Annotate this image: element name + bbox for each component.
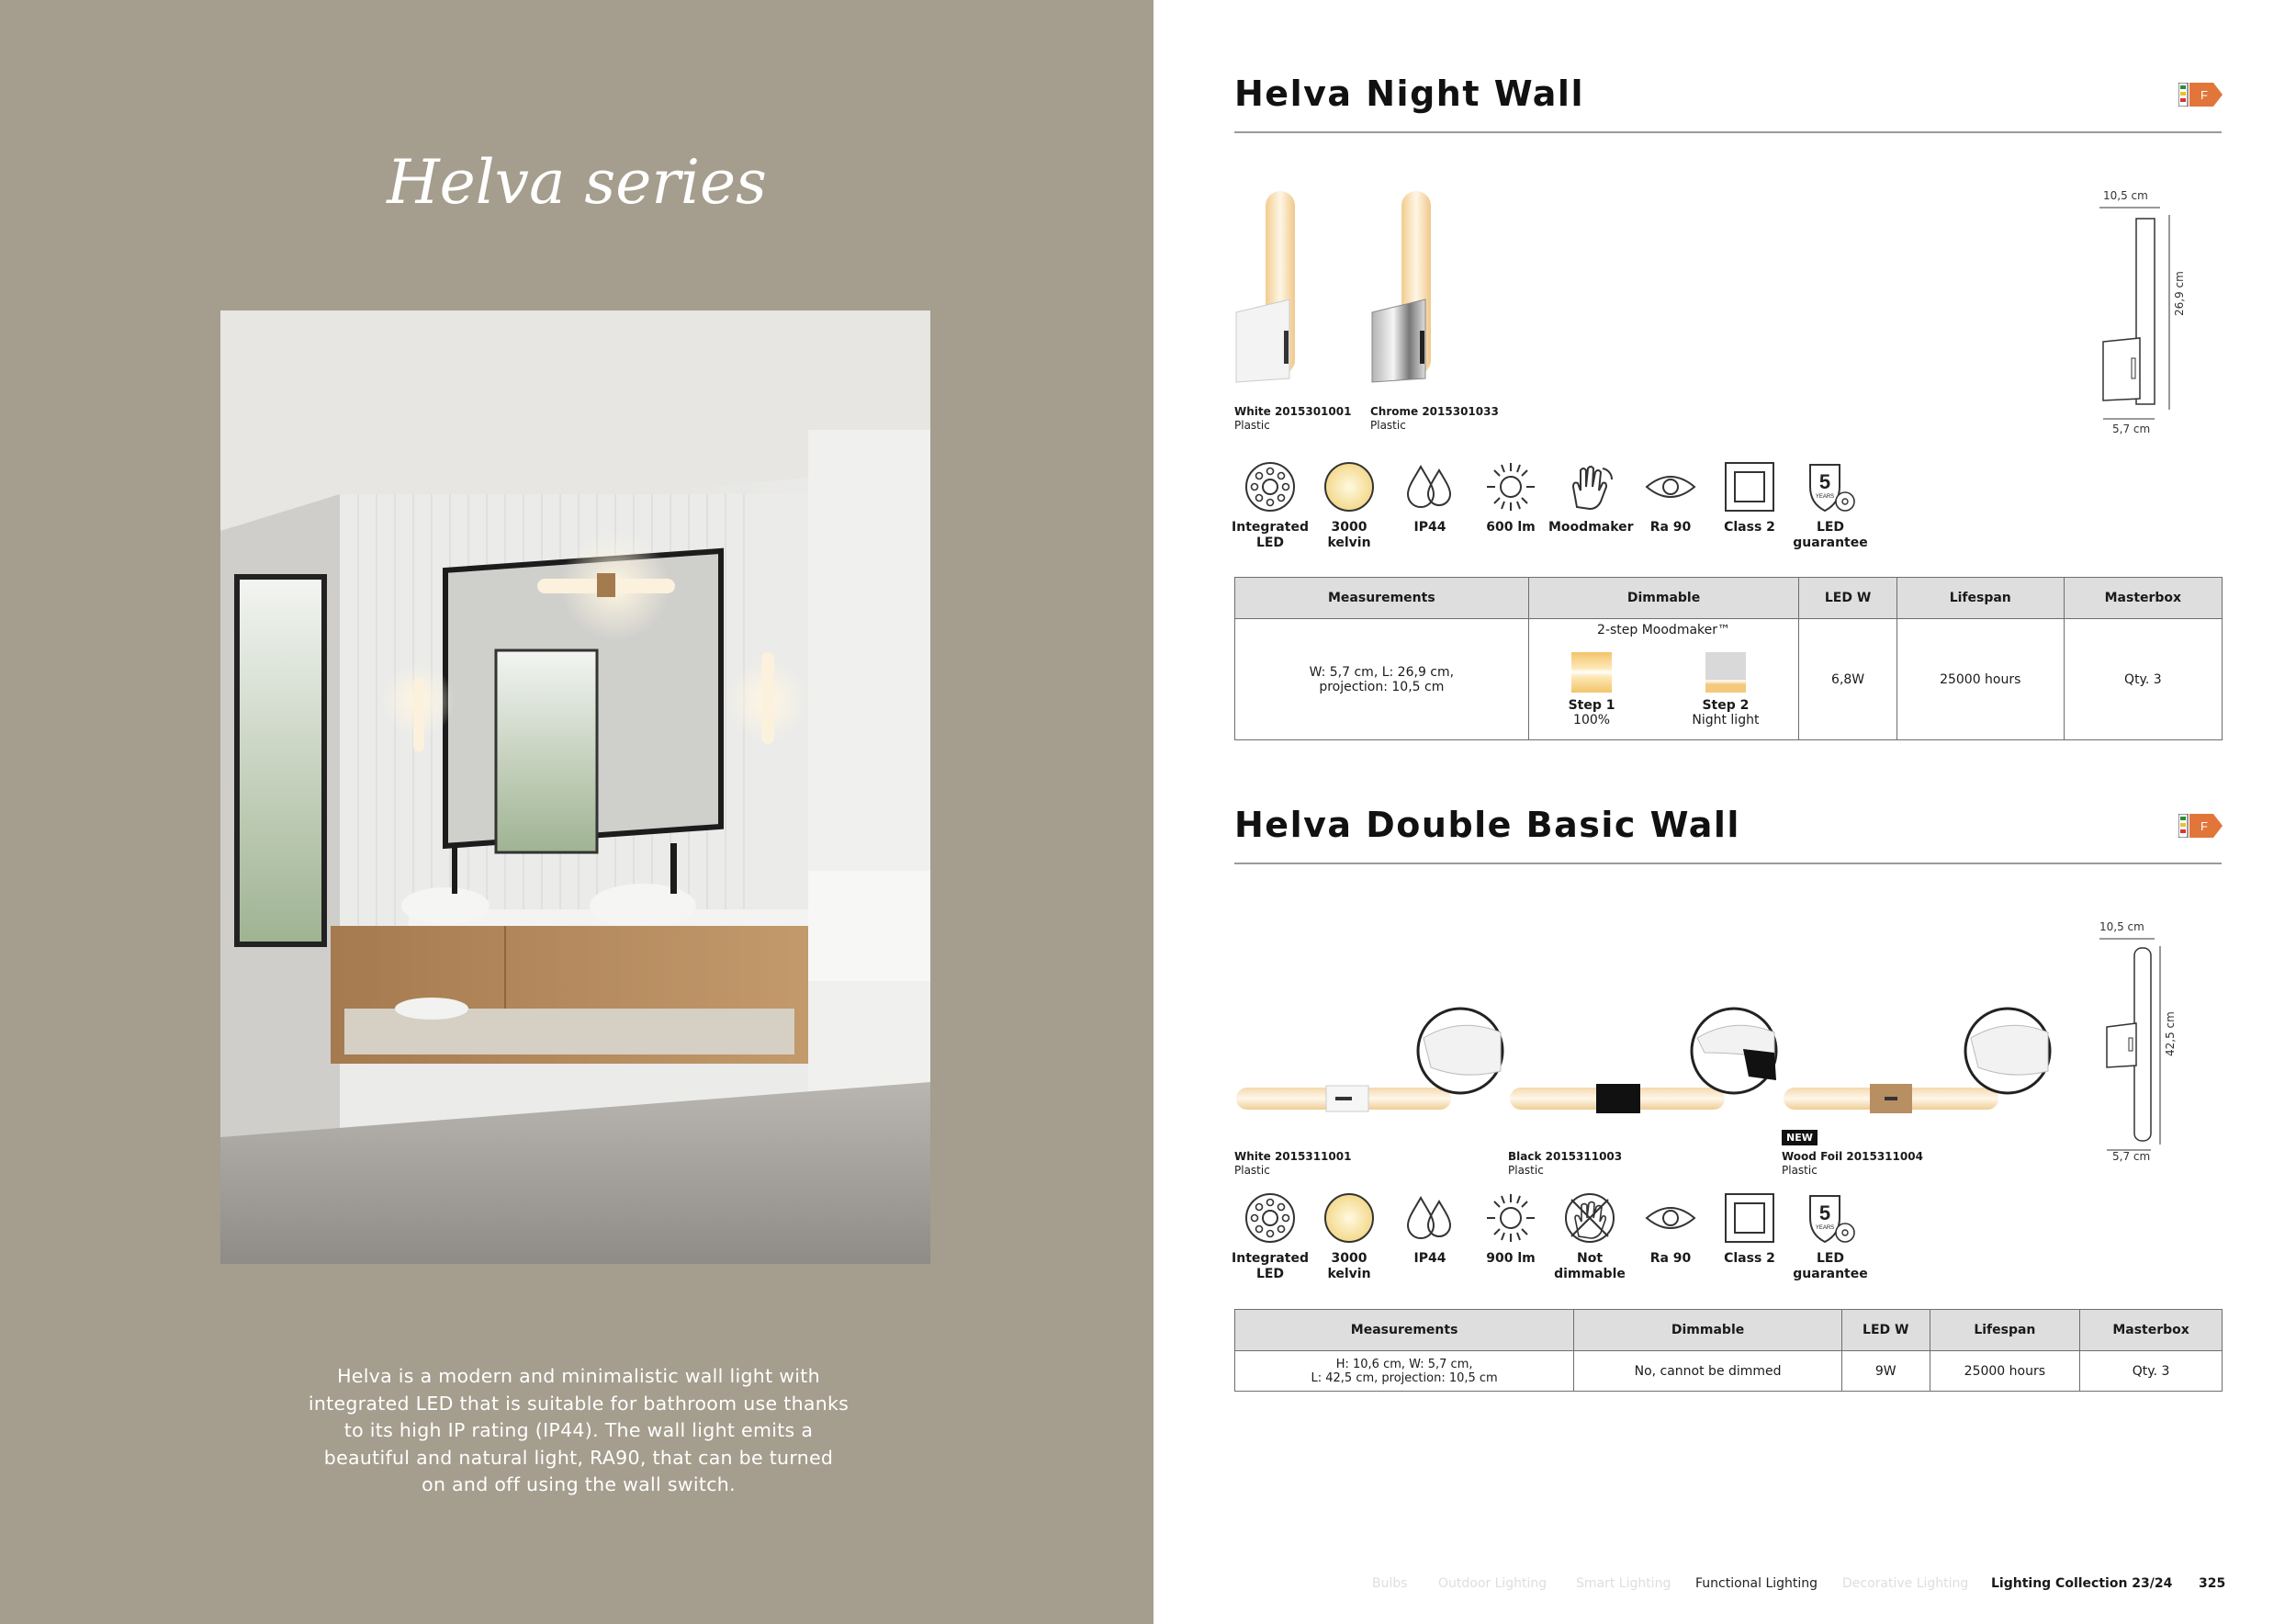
- variant-caption: [1508, 1150, 1622, 1178]
- intro-line: integrated LED that is suitable for bathroom use thanks: [308, 1392, 850, 1415]
- feature-class2-square: [1708, 459, 1791, 536]
- title-rule: [1234, 131, 2222, 133]
- product-title: Helva Night Wall: [1234, 73, 1584, 114]
- double-wall-wood-image: [1782, 1007, 2057, 1135]
- col-header: Masterbox: [2080, 1310, 2223, 1351]
- dim-width: 5,7 cm: [2112, 1150, 2151, 1163]
- col-header: LED W: [1799, 578, 1896, 619]
- feature-integrated-led: [1229, 1190, 1311, 1282]
- feature-label: Integrated: [1232, 1251, 1309, 1266]
- feature-lumen-sun: [1469, 459, 1552, 536]
- feature-moodmaker-hand: [1548, 459, 1634, 536]
- series-title: Helva series: [387, 147, 767, 218]
- step-label: Step 1: [1568, 698, 1615, 713]
- feature-label: 900 lm: [1486, 1251, 1536, 1266]
- lifespan-cell: 25000 hours: [1930, 1351, 2080, 1392]
- intro-line: Helva is a modern and minimalistic wall light with: [337, 1365, 820, 1387]
- five-year-shield-icon: [1803, 459, 1858, 514]
- step-sub: Night light: [1692, 713, 1760, 727]
- feature-label: Integrated: [1232, 520, 1309, 535]
- feature-label-2: LED: [1255, 1267, 1285, 1281]
- col-header: Lifespan: [1896, 578, 2064, 619]
- eye-icon: [1643, 459, 1698, 514]
- dimension-drawing: [2081, 187, 2191, 435]
- feature-eye: [1629, 459, 1712, 536]
- svg-text:5: 5: [1818, 1201, 1831, 1224]
- col-header: Lifespan: [1930, 1310, 2080, 1351]
- eye-icon: [1643, 1190, 1698, 1246]
- double-wall-white-image: [1234, 1007, 1510, 1135]
- footer-collection: Lighting Collection 23/24: [1991, 1576, 2173, 1591]
- variant-label: White 2015311001: [1234, 1150, 1352, 1163]
- col-header: Measurements: [1235, 1310, 1574, 1351]
- col-header: LED W: [1841, 1310, 1930, 1351]
- svg-text:YEARS: YEARS: [1815, 494, 1835, 500]
- dimension-drawing: [2081, 920, 2191, 1168]
- feature-label: LED: [1816, 1251, 1845, 1266]
- feature-lumen-sun: [1469, 1190, 1552, 1267]
- spec-table: [1234, 1309, 2223, 1392]
- feature-label: 3000 kelvin: [1327, 1251, 1371, 1281]
- spec-table: [1234, 577, 2223, 740]
- feature-label: IP44: [1413, 1251, 1446, 1266]
- feature-label: 3000 kelvin: [1327, 520, 1371, 550]
- measurement-line: H: 10,6 cm, W: 5,7 cm,: [1335, 1357, 1473, 1371]
- dim-height: 26,9 cm: [2173, 271, 2186, 316]
- feature-label: LED: [1816, 520, 1845, 535]
- dim-projection: 10,5 cm: [2103, 189, 2148, 202]
- energy-class-text: F: [2200, 88, 2208, 102]
- night-wall-chrome-image: [1370, 184, 1453, 386]
- variant-caption: [1782, 1150, 1923, 1178]
- dim-height: 42,5 cm: [2164, 1011, 2177, 1056]
- feature-five-year-shield: [1789, 1190, 1872, 1282]
- feature-kelvin-bulb: [1308, 1190, 1390, 1282]
- energy-label-icon: [2178, 83, 2223, 107]
- variant-material: Plastic: [1370, 419, 1406, 432]
- footer-nav-decorative[interactable]: Decorative Lighting: [1842, 1576, 1969, 1591]
- feature-label: Class 2: [1724, 520, 1775, 535]
- feature-integrated-led: [1229, 459, 1311, 551]
- night-wall-white-image: [1234, 184, 1317, 386]
- water-drops-icon: [1402, 1190, 1458, 1246]
- dim-projection: 10,5 cm: [2099, 920, 2144, 933]
- measurement-line: projection: 10,5 cm: [1319, 679, 1445, 694]
- new-badge: NEW: [1782, 1130, 1818, 1145]
- step-label: Step 2: [1702, 698, 1750, 713]
- variant-material: Plastic: [1508, 1164, 1544, 1177]
- dimmable-cell: [1528, 619, 1799, 740]
- variant-label: Black 2015311003: [1508, 1150, 1623, 1163]
- measurement-line: L: 42,5 cm, projection: 10,5 cm: [1311, 1370, 1498, 1385]
- feature-label: Ra 90: [1649, 1251, 1692, 1266]
- masterbox-cell: Qty. 3: [2064, 619, 2222, 740]
- variant-caption: [1234, 405, 1351, 433]
- variant-material: Plastic: [1234, 1164, 1270, 1177]
- feature-not-dimmable: [1548, 1190, 1631, 1282]
- kelvin-bulb-icon: [1322, 459, 1377, 514]
- footer-nav-bulbs[interactable]: Bulbs: [1372, 1576, 1408, 1591]
- feature-label-2: guarantee: [1793, 536, 1868, 550]
- feature-water-drops: [1389, 1190, 1471, 1267]
- masterbox-cell: Qty. 3: [2080, 1351, 2223, 1392]
- feature-label: Ra 90: [1649, 520, 1692, 535]
- measurements-cell: [1235, 619, 1529, 740]
- feature-label-2: dimmable: [1554, 1267, 1626, 1281]
- integrated-led-icon: [1243, 1190, 1298, 1246]
- col-header: Measurements: [1235, 578, 1529, 619]
- variant-material: Plastic: [1782, 1164, 1818, 1177]
- feature-kelvin-bulb: [1308, 459, 1390, 551]
- feature-label-2: LED: [1255, 536, 1285, 550]
- not-dimmable-icon: [1562, 1190, 1617, 1246]
- measurements-cell: [1235, 1351, 1574, 1392]
- variant-label: Chrome 2015301033: [1370, 405, 1499, 418]
- intro-text: [294, 1363, 863, 1499]
- step-2-swatch: [1705, 652, 1746, 693]
- variant-label: White 2015301001: [1234, 405, 1352, 418]
- feature-label: IP44: [1413, 520, 1446, 535]
- step-1: [1569, 652, 1615, 727]
- title-rule: [1234, 863, 2222, 864]
- intro-line: beautiful and natural light, RA90, that can be turned: [323, 1446, 834, 1469]
- step-2: [1692, 652, 1759, 727]
- five-year-shield-icon: [1803, 1190, 1858, 1246]
- energy-label-icon: [2178, 814, 2223, 838]
- variant-label: Wood Foil 2015311004: [1782, 1150, 1923, 1163]
- svg-text:YEARS: YEARS: [1815, 1225, 1835, 1231]
- page-number: 325: [2199, 1576, 2226, 1591]
- class2-square-icon: [1722, 459, 1777, 514]
- dimmable-title: 2-step Moodmaker™: [1597, 623, 1731, 637]
- step-1-swatch: [1571, 652, 1612, 693]
- variant-caption: [1234, 1150, 1351, 1178]
- bathroom-photo: [220, 310, 930, 1264]
- feature-label: Moodmaker: [1548, 520, 1634, 535]
- col-header: Dimmable: [1574, 1310, 1842, 1351]
- step-sub: 100%: [1573, 713, 1611, 727]
- led-w-cell: 6,8W: [1799, 619, 1896, 740]
- variant-caption: [1370, 405, 1499, 433]
- feature-five-year-shield: [1789, 459, 1872, 551]
- water-drops-icon: [1402, 459, 1458, 514]
- class2-square-icon: [1722, 1190, 1777, 1246]
- intro-line: on and off using the wall switch.: [422, 1473, 736, 1495]
- footer-nav-outdoor[interactable]: Outdoor Lighting: [1438, 1576, 1548, 1591]
- col-header: Masterbox: [2064, 578, 2222, 619]
- feature-class2-square: [1708, 1190, 1791, 1267]
- led-w-cell: 9W: [1841, 1351, 1930, 1392]
- right-panel: [1154, 0, 2296, 1624]
- footer-nav-smart[interactable]: Smart Lighting: [1576, 1576, 1671, 1591]
- feature-label: 600 lm: [1486, 520, 1536, 535]
- feature-eye: [1629, 1190, 1712, 1267]
- lifespan-cell: 25000 hours: [1896, 619, 2064, 740]
- dim-width: 5,7 cm: [2112, 423, 2151, 435]
- lumen-sun-icon: [1483, 1190, 1538, 1246]
- feature-water-drops: [1389, 459, 1471, 536]
- integrated-led-icon: [1243, 459, 1298, 514]
- feature-label: Not: [1576, 1251, 1604, 1266]
- kelvin-bulb-icon: [1322, 1190, 1377, 1246]
- col-header: Dimmable: [1528, 578, 1799, 619]
- dimmable-cell: No, cannot be dimmed: [1574, 1351, 1842, 1392]
- feature-label: Class 2: [1724, 1251, 1775, 1266]
- variant-material: Plastic: [1234, 419, 1270, 432]
- svg-text:5: 5: [1818, 470, 1831, 493]
- measurement-line: W: 5,7 cm, L: 26,9 cm,: [1309, 664, 1455, 680]
- moodmaker-hand-icon: [1562, 459, 1617, 514]
- energy-class-text: F: [2200, 819, 2208, 833]
- product-title: Helva Double Basic Wall: [1234, 805, 1740, 845]
- feature-label-2: guarantee: [1793, 1267, 1868, 1281]
- intro-line: to its high IP rating (IP44). The wall light emits a: [343, 1419, 814, 1441]
- double-wall-black-image: [1508, 1007, 1784, 1135]
- footer-nav-functional[interactable]: Functional Lighting: [1695, 1576, 1818, 1591]
- lumen-sun-icon: [1483, 459, 1538, 514]
